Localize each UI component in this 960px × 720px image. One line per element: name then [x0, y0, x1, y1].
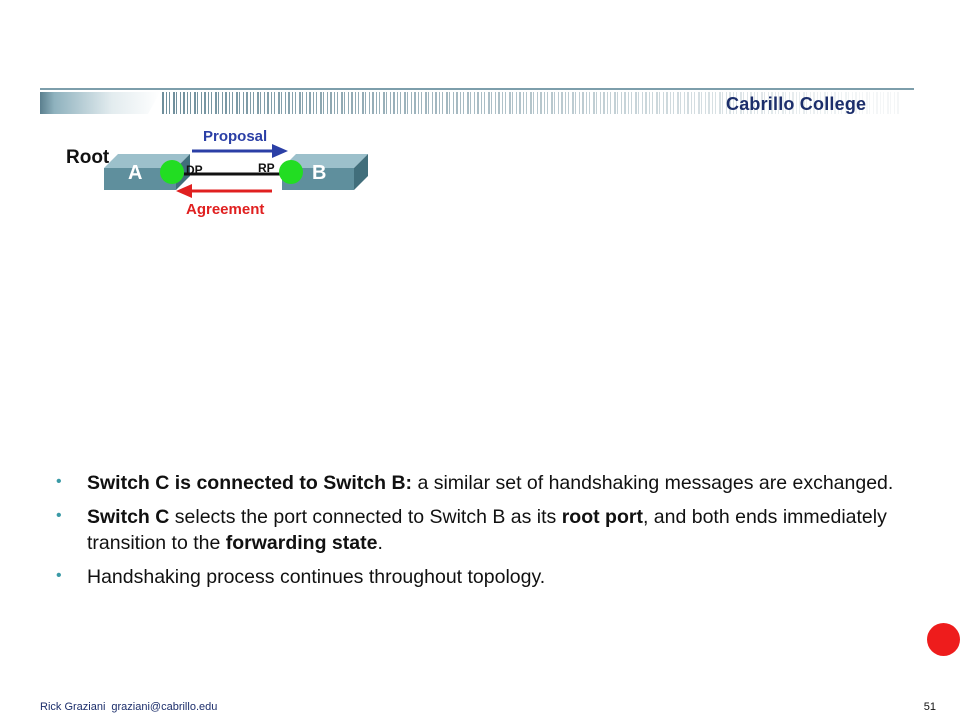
bullet-list [56, 470, 916, 598]
bullet-bold: Switch C is connected to Switch B: [87, 472, 413, 494]
college-title: Cabrillo College [726, 94, 867, 114]
bullet-bold: forwarding state [225, 532, 378, 554]
proposal-arrow [192, 144, 288, 158]
footer-author: Rick Graziani [40, 701, 106, 713]
page-number: 51 [923, 701, 936, 713]
footer-email[interactable]: graziani@cabrillo.edu [111, 701, 218, 713]
agreement-arrow [176, 184, 272, 198]
red-circle-button[interactable] [927, 623, 960, 656]
footer-credit [40, 701, 217, 713]
bullet-marker-icon: • [56, 507, 62, 524]
bullet-text: . [377, 532, 383, 554]
bullet-bold: root port [561, 506, 643, 528]
root-label: Root [66, 147, 110, 168]
bullet-text: Handshaking process continues throughout topology. [87, 566, 546, 588]
port-b-dot [279, 160, 303, 184]
bullet-marker-icon: • [56, 567, 62, 584]
bullet-text: , and both ends immediately transition to the [87, 506, 887, 554]
bullet-item [56, 504, 916, 556]
bullet-item [56, 564, 916, 590]
switch-b-label: B [312, 162, 327, 184]
port-b-label: RP [258, 161, 275, 175]
rstp-diagram [0, 120, 400, 230]
bullet-bold: Switch C [87, 506, 170, 528]
bullet-item [56, 470, 916, 496]
bullet-text: a similar set of handshaking messages are exchanged. [412, 472, 894, 494]
port-a-dot [160, 160, 184, 184]
agreement-label: Agreement [186, 201, 265, 218]
port-a-label: DP [186, 163, 203, 177]
switch-a-label: A [128, 162, 143, 184]
bullet-text: selects the port connected to Switch B as its [169, 506, 562, 528]
proposal-label: Proposal [203, 128, 268, 145]
bullet-marker-icon: • [56, 473, 62, 490]
